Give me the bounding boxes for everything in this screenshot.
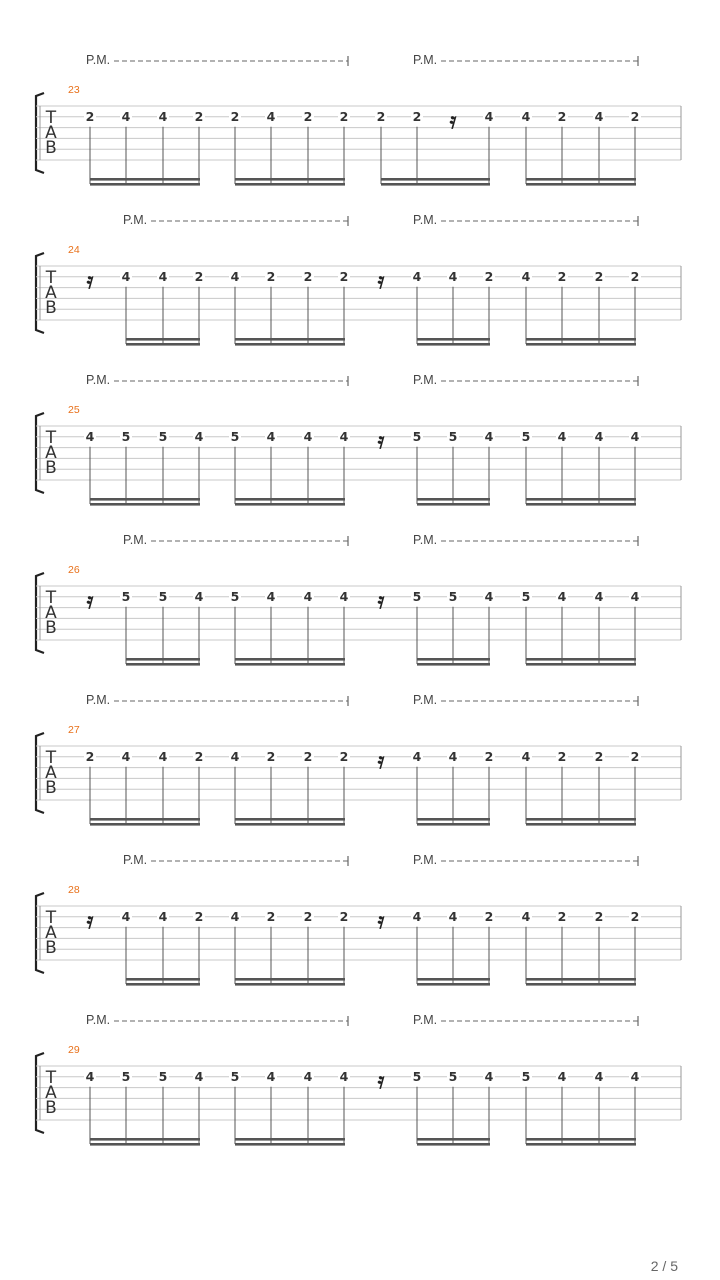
beam-secondary [526,983,636,986]
tab-system [36,213,681,346]
fret-number: 4 [121,108,131,124]
fret-number: 4 [303,428,313,444]
fret-number: 5 [121,588,131,604]
fret-number: 2 [303,108,313,124]
fret-number: 4 [412,748,422,764]
tab-clef-letter: A [45,1083,57,1103]
fret-number: 4 [85,1068,95,1084]
tab-clef-letter: T [45,1068,57,1088]
fret-number: 4 [303,1068,313,1084]
sixteenth-rest: 𝄿 [377,427,385,454]
sixteenth-rest: 𝄿 [377,587,385,614]
tab-system [36,533,681,666]
tab-clef-letter: A [45,923,57,943]
fret-number: 4 [594,428,604,444]
beam-secondary [417,1143,490,1146]
beam-primary [235,338,345,341]
tab-clef-letter: B [45,618,57,638]
fret-number: 4 [594,108,604,124]
palm-mute-label: P.M. [123,213,148,227]
palm-mute-label: P.M. [123,853,148,867]
sixteenth-rest: 𝄿 [86,267,94,294]
fret-number: 5 [121,428,131,444]
fret-number: 2 [194,748,204,764]
beam-primary [235,178,345,181]
beam-secondary [417,343,490,346]
fret-number: 4 [484,108,494,124]
beam-primary [417,338,490,341]
fret-number: 4 [158,908,168,924]
beam-secondary [526,823,636,826]
palm-mute-label: P.M. [413,1013,438,1027]
fret-number: 4 [484,588,494,604]
fret-number: 2 [339,908,349,924]
fret-number: 4 [557,588,567,604]
fret-number: 5 [230,1068,240,1084]
fret-number: 2 [484,908,494,924]
beam-primary [90,1138,200,1141]
fret-number: 4 [266,428,276,444]
beam-primary [235,1138,345,1141]
fret-number: 5 [448,428,458,444]
fret-number: 4 [121,748,131,764]
beam-secondary [235,503,345,506]
sixteenth-rest: 𝄿 [449,107,457,134]
fret-number: 2 [194,268,204,284]
fret-number: 4 [448,748,458,764]
fret-number: 4 [266,1068,276,1084]
tab-clef-letter: A [45,763,57,783]
tab-clef-letter: T [45,268,57,288]
fret-number: 5 [412,1068,422,1084]
fret-number: 2 [266,908,276,924]
beam-primary [526,978,636,981]
beam-secondary [126,663,200,666]
fret-number: 2 [594,908,604,924]
beam-secondary [235,183,345,186]
fret-number: 2 [630,908,640,924]
tab-clef-letter: A [45,283,57,303]
fret-number: 4 [448,908,458,924]
palm-mute-label: P.M. [86,1013,111,1027]
beam-primary [526,338,636,341]
fret-number: 4 [85,428,95,444]
fret-number: 5 [158,1068,168,1084]
fret-number: 2 [303,268,313,284]
fret-number: 2 [266,268,276,284]
fret-number: 5 [448,1068,458,1084]
beam-secondary [526,343,636,346]
fret-number: 2 [303,748,313,764]
beam-primary [126,658,200,661]
fret-number: 2 [194,108,204,124]
measure-number: 25 [68,404,80,416]
page-total: 5 [670,1258,678,1274]
fret-number: 2 [376,108,386,124]
beam-primary [235,658,345,661]
fret-number: 2 [194,908,204,924]
page-current: 2 [650,1258,659,1274]
palm-mute-label: P.M. [123,533,148,547]
fret-number: 2 [230,108,240,124]
beam-secondary [381,183,490,186]
fret-number: 2 [557,108,567,124]
fret-number: 2 [630,748,640,764]
beam-primary [90,818,200,821]
fret-number: 4 [158,748,168,764]
fret-number: 4 [557,428,567,444]
fret-number: 4 [630,588,640,604]
fret-number: 5 [121,1068,131,1084]
palm-mute-label: P.M. [86,53,111,67]
beam-primary [235,498,345,501]
beam-secondary [235,343,345,346]
fret-number: 4 [339,1068,349,1084]
fret-number: 4 [448,268,458,284]
palm-mute-label: P.M. [413,853,438,867]
beam-primary [126,978,200,981]
fret-number: 4 [339,428,349,444]
fret-number: 4 [521,908,531,924]
fret-number: 2 [594,748,604,764]
fret-number: 2 [630,268,640,284]
measure-number: 28 [68,884,80,896]
fret-number: 5 [412,588,422,604]
fret-number: 5 [158,588,168,604]
fret-number: 4 [339,588,349,604]
fret-number: 4 [158,268,168,284]
fret-number: 4 [230,908,240,924]
measure-number: 29 [68,1044,80,1056]
fret-number: 4 [412,268,422,284]
beam-secondary [235,823,345,826]
beam-secondary [235,663,345,666]
beam-primary [417,658,490,661]
fret-number: 2 [339,108,349,124]
beam-primary [526,178,636,181]
fret-number: 5 [448,588,458,604]
fret-number: 4 [484,1068,494,1084]
beam-primary [417,1138,490,1141]
tab-clef-letter: B [45,1098,57,1118]
page-separator: / [662,1258,667,1274]
fret-number: 2 [85,108,95,124]
beam-secondary [526,1143,636,1146]
beam-secondary [235,1143,345,1146]
fret-number: 2 [266,748,276,764]
fret-number: 2 [557,908,567,924]
fret-number: 2 [484,748,494,764]
beam-primary [526,498,636,501]
fret-number: 2 [557,268,567,284]
tab-system [36,373,681,506]
fret-number: 4 [484,428,494,444]
fret-number: 4 [266,588,276,604]
tab-system [36,1013,681,1146]
page-number [651,1258,678,1274]
tab-clef-letter: B [45,938,57,958]
fret-number: 2 [557,748,567,764]
tab-clef-letter: A [45,443,57,463]
fret-number: 2 [339,268,349,284]
beam-secondary [417,663,490,666]
fret-number: 4 [521,108,531,124]
beam-primary [235,818,345,821]
fret-number: 4 [630,1068,640,1084]
sixteenth-rest: 𝄿 [377,907,385,934]
tab-clef-letter: T [45,908,57,928]
tab-system [36,853,681,986]
palm-mute-label: P.M. [413,533,438,547]
beam-secondary [417,823,490,826]
beam-primary [90,498,200,501]
fret-number: 5 [521,1068,531,1084]
fret-number: 4 [230,748,240,764]
palm-mute-label: P.M. [413,213,438,227]
tab-system [36,53,681,186]
tab-clef-letter: B [45,458,57,478]
measure-number: 23 [68,84,80,96]
fret-number: 4 [194,588,204,604]
fret-number: 4 [521,748,531,764]
measure-number: 27 [68,724,80,736]
fret-number: 2 [594,268,604,284]
fret-number: 4 [557,1068,567,1084]
beam-secondary [90,183,200,186]
measure-number: 24 [68,244,80,256]
palm-mute-label: P.M. [413,693,438,707]
tab-system [36,693,681,826]
fret-number: 5 [412,428,422,444]
fret-number: 5 [230,588,240,604]
beam-primary [126,338,200,341]
beam-secondary [90,503,200,506]
sixteenth-rest: 𝄿 [86,907,94,934]
beam-secondary [126,343,200,346]
beam-secondary [526,183,636,186]
tab-clef-letter: B [45,778,57,798]
fret-number: 4 [594,1068,604,1084]
fret-number: 4 [521,268,531,284]
fret-number: 5 [230,428,240,444]
palm-mute-label: P.M. [413,53,438,67]
beam-primary [417,978,490,981]
fret-number: 2 [303,908,313,924]
fret-number: 4 [121,908,131,924]
fret-number: 4 [121,268,131,284]
sixteenth-rest: 𝄿 [86,587,94,614]
sixteenth-rest: 𝄿 [377,747,385,774]
beam-secondary [126,983,200,986]
beam-primary [235,978,345,981]
fret-number: 4 [194,1068,204,1084]
beam-secondary [526,663,636,666]
tab-clef-letter: T [45,428,57,448]
fret-number: 5 [158,428,168,444]
measure-number: 26 [68,564,80,576]
beam-primary [381,178,490,181]
beam-secondary [235,983,345,986]
fret-number: 4 [630,428,640,444]
beam-secondary [90,823,200,826]
fret-number: 2 [630,108,640,124]
beam-primary [417,498,490,501]
fret-number: 4 [412,908,422,924]
tab-clef-letter: T [45,108,57,128]
beam-primary [526,1138,636,1141]
palm-mute-label: P.M. [413,373,438,387]
tab-clef-letter: B [45,298,57,318]
tab-clef-letter: T [45,748,57,768]
tab-clef-letter: T [45,588,57,608]
tab-clef-letter: A [45,603,57,623]
beam-secondary [90,1143,200,1146]
fret-number: 4 [194,428,204,444]
fret-number: 2 [412,108,422,124]
beam-secondary [417,983,490,986]
beam-secondary [526,503,636,506]
fret-number: 5 [521,428,531,444]
fret-number: 4 [266,108,276,124]
sixteenth-rest: 𝄿 [377,267,385,294]
fret-number: 2 [484,268,494,284]
sixteenth-rest: 𝄿 [377,1067,385,1094]
fret-number: 4 [303,588,313,604]
beam-primary [90,178,200,181]
fret-number: 2 [85,748,95,764]
palm-mute-label: P.M. [86,373,111,387]
fret-number: 4 [230,268,240,284]
beam-primary [526,658,636,661]
fret-number: 4 [594,588,604,604]
fret-number: 5 [521,588,531,604]
beam-primary [526,818,636,821]
fret-number: 4 [158,108,168,124]
tab-clef-letter: B [45,138,57,158]
palm-mute-label: P.M. [86,693,111,707]
tab-clef-letter: A [45,123,57,143]
fret-number: 2 [339,748,349,764]
beam-primary [417,818,490,821]
beam-secondary [417,503,490,506]
